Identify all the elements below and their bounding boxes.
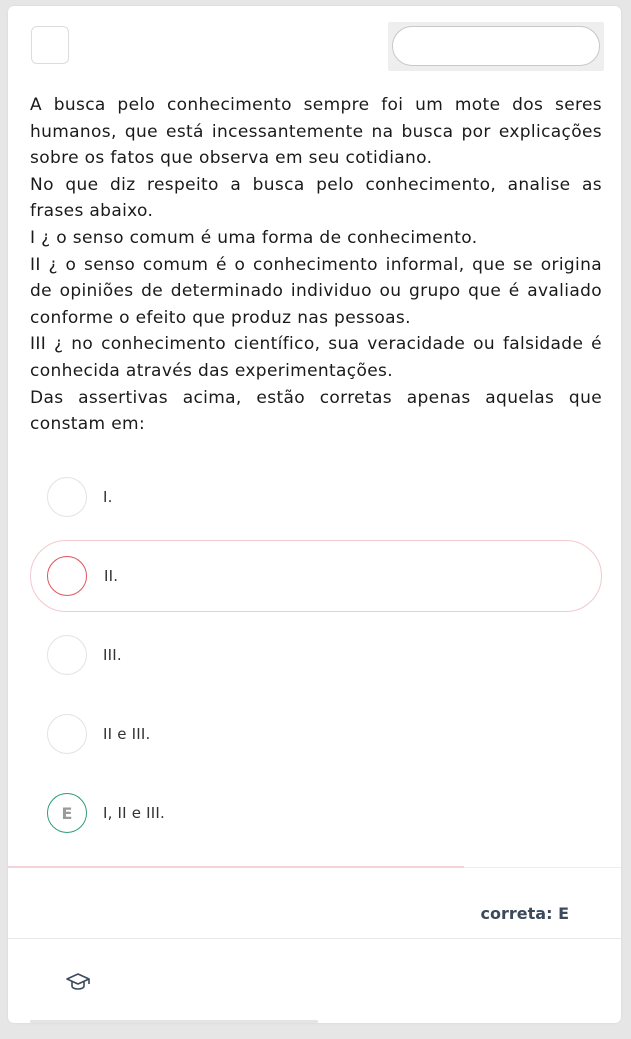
question-paragraph-2: No que diz respeito a busca pelo conhecimento, analise as frases abaixo. (30, 174, 602, 222)
question-card (8, 6, 621, 1023)
question-statement-3: III ¿ no conhecimento científico, sua veracidade ou falsidade é conhecida através das experimentações. (30, 334, 602, 381)
top-right-panel (388, 22, 604, 71)
option-label: II e III. (103, 725, 151, 743)
option-e[interactable] (30, 777, 602, 849)
radio-button-selected[interactable] (47, 556, 87, 596)
radio-button-correct[interactable]: E (47, 793, 87, 833)
question-prompt: Das assertivas acima, estão corretas apenas aquelas que constam em: (30, 387, 602, 435)
progress-divider (8, 866, 464, 868)
question-statement-1: I ¿ o senso comum é uma forma de conhecimento. (30, 227, 478, 248)
radio-button[interactable] (47, 635, 87, 675)
option-label: II. (104, 567, 119, 585)
graduation-cap-icon[interactable] (65, 972, 91, 992)
option-label: III. (103, 646, 122, 664)
radio-button[interactable] (47, 714, 87, 754)
option-d[interactable] (30, 698, 602, 770)
question-statement-2: II ¿ o senso comum é o conhecimento informal, que se origina de opiniões de determinado individuo ou grupo que é avaliado conforme o efeito que produz nas pessoas. (30, 254, 602, 328)
correct-answer-label: correta: E (480, 904, 569, 923)
option-label: I. (103, 488, 113, 506)
bottom-scroll-bar (30, 1020, 318, 1023)
option-a[interactable] (30, 461, 602, 533)
question-text (30, 92, 602, 438)
option-c[interactable] (30, 619, 602, 691)
option-b[interactable] (30, 540, 602, 612)
top-right-pill-button[interactable] (392, 26, 600, 66)
select-checkbox[interactable] (31, 26, 69, 64)
answer-options (30, 461, 602, 856)
divider (8, 938, 621, 939)
option-label: I, II e III. (103, 804, 166, 822)
radio-button[interactable] (47, 477, 87, 517)
question-paragraph-1: A busca pelo conhecimento sempre foi um mote dos seres humanos, que está incessantemente na busca por explicações sobre os fatos que observa em seu cotidiano. (30, 95, 602, 169)
